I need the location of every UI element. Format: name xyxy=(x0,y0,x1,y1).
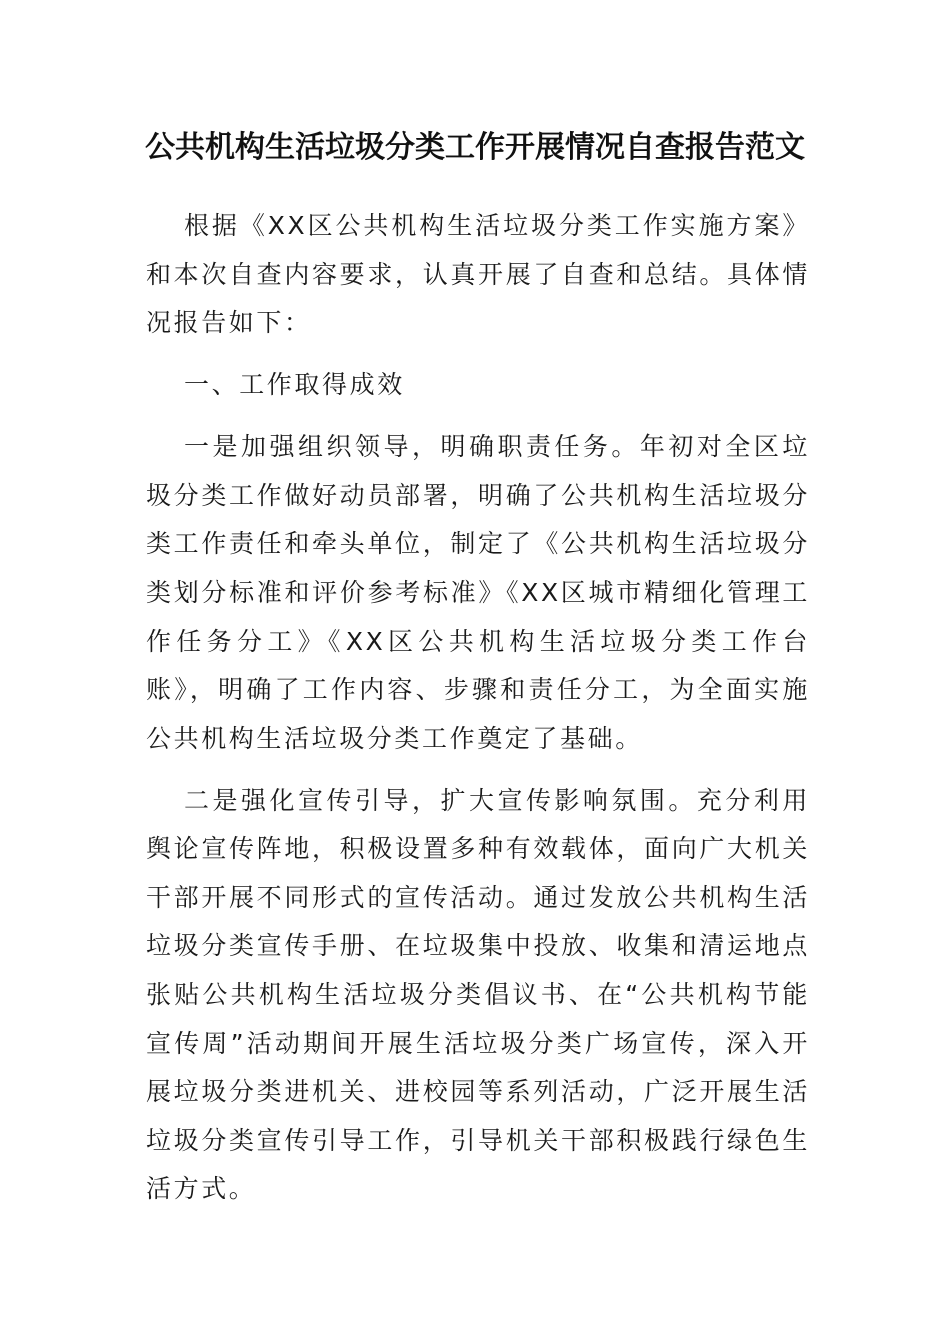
document-title: 公共机构生活垃圾分类工作开展情况自查报告范文 xyxy=(145,130,805,165)
intro-paragraph: 根据《XX区公共机构生活垃圾分类工作实施方案》和本次自查内容要求，认真开展了自查和总结。具体情况报告如下： xyxy=(146,211,810,338)
body-paragraph: 一是加强组织领导，明确职责任务。年初对全区垃圾分类工作做好动员部署，明确了公共机构生活垃圾分类工作责任和牵头单位，制定了《公共机构生活垃圾分类划分标准和评价参考标准》《XX区城市精细化管理工作任务分工》《XX区公共机构生活垃圾分类工作台账》，明确了工作内容、步骤和责任分工，为全面实施公共机构生活垃圾分类工作奠定了基础。 xyxy=(146,432,810,753)
body-paragraph: 二是强化宣传引导，扩大宣传影响氛围。充分利用舆论宣传阵地，积极设置多种有效载体，面向广大机关干部开展不同形式的宣传活动。通过发放公共机构生活垃圾分类宣传手册、在垃圾集中投放、收集和清运地点张贴公共机构生活垃圾分类倡议书、在“公共机构节能宣传周”活动期间开展生活垃圾分类广场宣传，深入开展垃圾分类进机关、进校园等系列活动，广泛开展生活垃圾分类宣传引导工作，引导机关干部积极践行绿色生活方式。 xyxy=(146,785,810,1204)
section-heading: 一、工作取得成效 xyxy=(184,370,405,400)
document-body xyxy=(146,202,810,1214)
